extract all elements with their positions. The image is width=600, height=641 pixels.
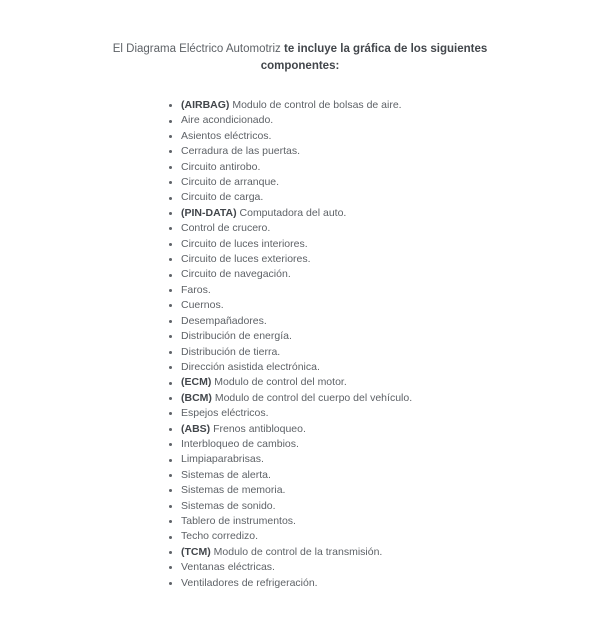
list-item [181, 221, 600, 236]
bullet-icon [169, 397, 172, 400]
component-prefix: (ECM) [181, 376, 215, 389]
component-text: Distribución de energía. [181, 330, 292, 343]
list-item [181, 406, 600, 421]
bullet-icon [169, 459, 172, 462]
list-item [181, 499, 600, 514]
page [0, 41, 600, 641]
component-text: Tablero de instrumentos. [181, 514, 296, 527]
list-item [181, 360, 600, 375]
component-text: Ventiladores de refrigeración. [181, 576, 318, 589]
component-prefix: (TCM) [181, 545, 214, 558]
bullet-icon [169, 536, 172, 539]
list-item [181, 576, 600, 591]
list-item [181, 314, 600, 329]
bullet-icon [169, 366, 172, 369]
list-item [181, 267, 600, 282]
list-item [181, 514, 600, 529]
component-text: Circuito de navegación. [181, 268, 291, 281]
bullet-icon [169, 505, 172, 508]
title-bold-text-line1: te incluye la gráfica de los siguientes [284, 43, 488, 55]
list-item [181, 175, 600, 190]
list-item [181, 329, 600, 344]
component-text: Espejos eléctricos. [181, 407, 269, 420]
bullet-icon [169, 197, 172, 200]
components-list [0, 98, 600, 591]
list-item [181, 375, 600, 390]
component-text: Modulo de control de la transmisión. [213, 545, 383, 558]
component-text: Frenos antibloqueo. [213, 422, 306, 435]
component-text: Distribución de tierra. [181, 345, 281, 358]
component-text: Circuito de carga. [181, 191, 264, 204]
component-text: Computadora del auto. [239, 206, 347, 219]
list-item [181, 545, 600, 560]
list-item [181, 452, 600, 467]
list-item [181, 98, 600, 113]
list-item [181, 283, 600, 298]
list-item [181, 160, 600, 175]
list-item [181, 252, 600, 267]
component-text: Sistemas de memoria. [181, 484, 286, 497]
bullet-icon [169, 212, 172, 215]
component-text: Sistemas de alerta. [181, 468, 271, 481]
component-text: Faros. [181, 283, 211, 296]
component-text: Aire acondicionado. [181, 114, 274, 127]
bullet-icon [169, 181, 172, 184]
component-text: Circuito de luces interiores. [181, 237, 308, 250]
bullet-icon [169, 351, 172, 354]
list-item [181, 468, 600, 483]
component-text: Desempañadores. [181, 314, 267, 327]
title-normal-text: El Diagrama Eléctrico Automotriz [112, 43, 281, 55]
bullet-icon [169, 274, 172, 277]
bullet-icon [169, 243, 172, 246]
bullet-icon [169, 335, 172, 338]
bullet-icon [169, 120, 172, 123]
component-text: Ventanas eléctricas. [181, 561, 275, 574]
bullet-icon [169, 258, 172, 261]
component-prefix: (PIN-DATA) [181, 206, 240, 219]
component-text: Sistemas de sonido. [181, 499, 276, 512]
list-item [181, 206, 600, 221]
bullet-icon [169, 135, 172, 138]
component-text: Modulo de control de bolsas de aire. [232, 99, 402, 111]
bullet-icon [169, 104, 172, 107]
page-title [40, 41, 560, 74]
list-item [181, 437, 600, 452]
component-text: Modulo de control del cuerpo del vehículo. [214, 391, 413, 404]
list-item [181, 345, 600, 360]
component-text: Modulo de control del motor. [214, 376, 347, 389]
component-text: Interbloqueo de cambios. [181, 437, 299, 450]
bullet-icon [169, 412, 172, 415]
bullet-icon [169, 474, 172, 477]
component-text: Circuito de arranque. [181, 176, 280, 189]
component-prefix: (AIRBAG) [181, 99, 233, 111]
component-text: Asientos eléctricos. [181, 129, 272, 142]
bullet-icon [169, 150, 172, 153]
bullet-icon [169, 227, 172, 230]
bullet-icon [169, 382, 172, 385]
bullet-icon [169, 551, 172, 554]
component-prefix: (ABS) [181, 422, 214, 435]
component-text: Control de crucero. [181, 222, 271, 235]
bullet-icon [169, 443, 172, 446]
list-item [181, 422, 600, 437]
list-item [181, 529, 600, 544]
component-prefix: (BCM) [181, 391, 215, 404]
list-item [181, 391, 600, 406]
bullet-icon [169, 489, 172, 492]
list-item [181, 190, 600, 205]
component-text: Cerradura de las puertas. [181, 145, 301, 158]
component-text: Techo corredizo. [181, 530, 259, 543]
bullet-icon [169, 304, 172, 307]
list-item [181, 560, 600, 575]
bullet-icon [169, 428, 172, 431]
bullet-icon [169, 566, 172, 569]
list-item [181, 129, 600, 144]
list-item [181, 298, 600, 313]
bullet-icon [169, 166, 172, 169]
title-bold-text-line2: componentes: [260, 59, 340, 72]
bullet-icon [169, 289, 172, 292]
bullet-icon [169, 520, 172, 523]
list-item [181, 483, 600, 498]
list-item [181, 144, 600, 159]
list-item [181, 237, 600, 252]
list-item [181, 113, 600, 128]
component-text: Limpiaparabrisas. [181, 453, 264, 466]
bullet-icon [169, 320, 172, 323]
component-text: Circuito antirobo. [181, 160, 261, 173]
component-text: Dirección asistida electrónica. [181, 360, 320, 373]
component-text: Circuito de luces exteriores. [181, 253, 311, 266]
component-text: Cuernos. [181, 299, 224, 312]
bullet-icon [169, 582, 172, 585]
